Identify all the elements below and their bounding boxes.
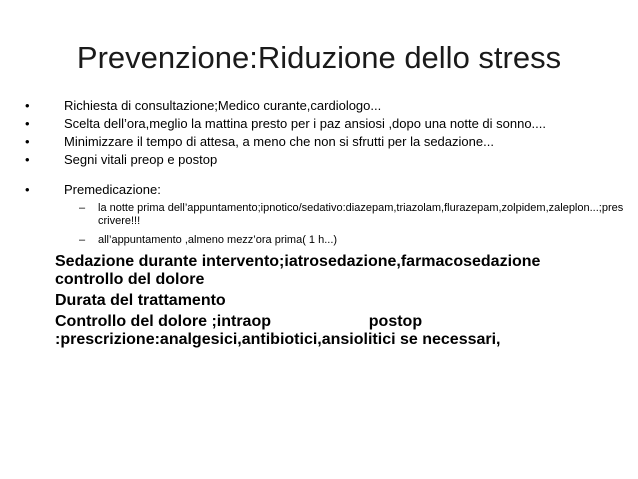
bullet-item	[24, 151, 624, 169]
sub-bullet-text: la notte prima dell’appuntamento;ipnotico/sedativo:diazepam,triazolam,flurazepam,zolpidem,zaleplon...;prescrivere!!!	[98, 202, 624, 227]
bullet-text: Scelta dell’ora,meglio la mattina presto per i paz ansiosi ,dopo una notte di sonno....	[64, 116, 547, 131]
bullet-symbol: •	[25, 152, 30, 167]
bold-line: Durata del trattamento	[55, 292, 226, 309]
bold-line: controllo del dolore	[55, 271, 205, 288]
slide-title: Prevenzione:Riduzione dello stress	[76, 40, 562, 75]
dash-symbol: –	[79, 234, 86, 246]
sub-bullet-text: all’appuntamento ,almeno mezz’ora prima( 1 h...)	[98, 234, 338, 246]
bold-line: :prescrizione:analgesici,antibiotici,ansiolitici se necessari,	[55, 331, 501, 348]
bullet-symbol: •	[25, 116, 30, 131]
bold-line: Controllo del dolore ;intraop postop	[55, 313, 423, 330]
bullet-symbol: •	[25, 98, 30, 113]
bold-text-block	[24, 253, 624, 349]
bullet-item	[24, 115, 624, 133]
sub-bullet-item	[24, 234, 624, 247]
list-spacer	[24, 169, 624, 181]
sub-bullet-item	[24, 202, 624, 228]
dash-symbol: –	[79, 202, 86, 214]
bullet-item	[24, 133, 624, 151]
bullet-text: Premedicazione:	[64, 182, 161, 197]
bullet-text: Segni vitali preop e postop	[64, 152, 218, 167]
bullet-symbol: •	[25, 182, 30, 197]
bullet-symbol: •	[25, 134, 30, 149]
bullet-item	[24, 97, 624, 115]
bold-line: Sedazione durante intervento;iatrosedazione,farmacosedazione	[55, 253, 541, 270]
bullet-list	[24, 97, 624, 349]
bullet-text: Richiesta di consultazione;Medico curante,cardiologo...	[64, 98, 382, 113]
bullet-item-premedicazione	[24, 181, 624, 199]
bullet-text: Minimizzare il tempo di attesa, a meno che non si sfrutti per la sedazione...	[64, 134, 494, 149]
